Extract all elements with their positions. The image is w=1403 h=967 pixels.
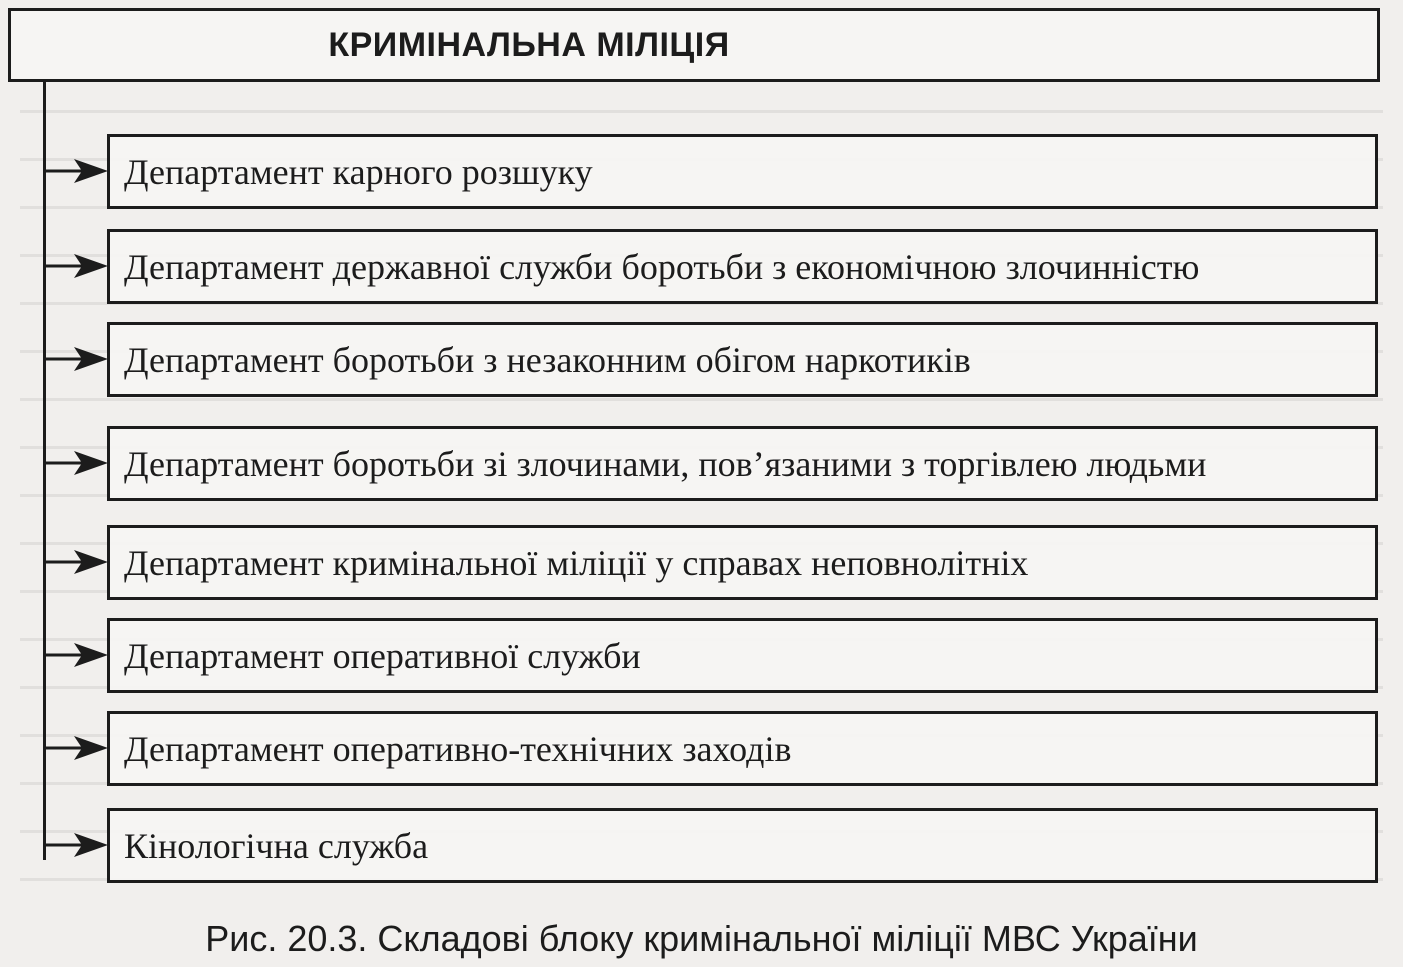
department-label: Департамент оперативної служби — [124, 635, 641, 676]
connector-arrow-icon — [44, 448, 108, 478]
connector-arrow-icon — [44, 830, 108, 860]
department-label: Департамент боротьби з незаконним обігом наркотиків — [124, 339, 971, 380]
department-label: Департамент карного розшуку — [124, 151, 593, 192]
department-label: Департамент оперативно-технічних заходів — [124, 728, 792, 769]
figure-caption: Рис. 20.3. Складові блоку кримінальної міліції МВС України — [205, 918, 1198, 959]
department-label: Кінологічна служба — [124, 825, 429, 866]
connector-arrow-icon — [44, 640, 108, 670]
connector-arrow-icon — [44, 251, 108, 281]
connector-arrow-icon — [44, 547, 108, 577]
department-box — [107, 322, 1378, 397]
diagram-title: КРИМІНАЛЬНА МІЛІЦІЯ — [328, 25, 730, 64]
bleed-through-line — [20, 398, 1383, 401]
connector-arrow-icon — [44, 156, 108, 186]
department-box — [107, 426, 1378, 501]
department-box — [107, 229, 1378, 304]
department-label: Департамент державної служби боротьби з економічною злочинністю — [124, 246, 1200, 287]
department-box — [107, 618, 1378, 693]
bleed-through-line — [20, 110, 1383, 113]
department-label: Департамент боротьби зі злочинами, пов’язаними з торгівлею людьми — [124, 443, 1207, 484]
department-box — [107, 808, 1378, 883]
title-box — [8, 8, 1380, 82]
department-box — [107, 711, 1378, 786]
connector-arrow-icon — [44, 733, 108, 763]
department-label: Департамент кримінальної міліції у справах неповнолітніх — [124, 542, 1029, 583]
department-box — [107, 134, 1378, 209]
department-box — [107, 525, 1378, 600]
connector-arrow-icon — [44, 344, 108, 374]
